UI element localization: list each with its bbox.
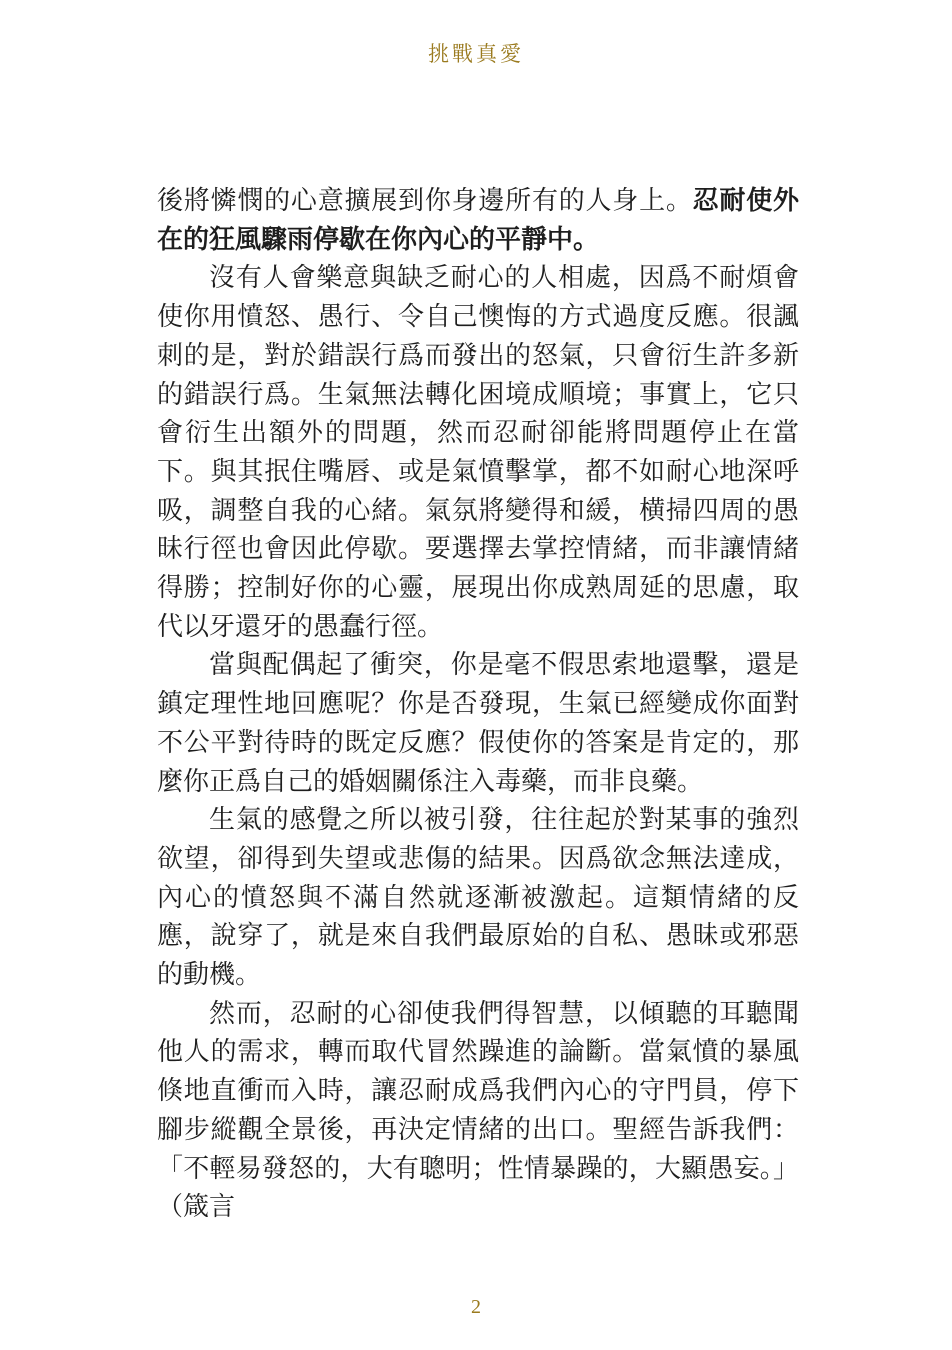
running-header-title: 挑戰真愛 (428, 42, 524, 66)
paragraph-1-emphasis: 忍耐使外在的狂風驟雨停歇在你內心的平靜中。 (157, 186, 799, 255)
paragraph-5: 然而，忍耐的心卻使我們得智慧，以傾聽的耳聽聞他人的需求，轉而取代冒然躁進的論斷。當氣憤的暴風倏地直衝而入時，讓忍耐成爲我們內心的守門員，停下腳步縱觀全景後，再決定情緒的出口。聖經告訴我們：「不輕易發怒的，大有聰明；性情暴躁的，大顯愚妄。」（箴言 (157, 998, 799, 1223)
body-text (157, 182, 799, 1227)
paragraph-1 (157, 182, 799, 259)
paragraph-3: 當與配偶起了衝突，你是毫不假思索地還擊，還是鎮定理性地回應呢？你是否發現，生氣已經變成你面對不公平對待時的既定反應？假使你的答案是肯定的，那麼你正爲自己的婚姻關係注入毒藥，而非良藥。 (157, 650, 799, 797)
page-number: 2 (471, 1296, 481, 1318)
paragraph-1-text: 後將憐憫的心意擴展到你身邊所有的人身上。 (157, 186, 693, 216)
paragraph-4: 生氣的感覺之所以被引發，往往起於對某事的強烈欲望，卻得到失望或悲傷的結果。因爲欲念無法達成，內心的憤怒與不滿自然就逐漸被激起。這類情緒的反應，說穿了，就是來自我們最原始的自私、愚昧或邪惡的動機。 (157, 805, 799, 991)
paragraph-2: 沒有人會樂意與缺乏耐心的人相處，因爲不耐煩會使你用憤怒、愚行、令自己懊悔的方式過度反應。很諷刺的是，對於錯誤行爲而發出的怒氣，只會衍生許多新的錯誤行爲。生氣無法轉化困境成順境；事實上，它只會衍生出額外的問題，然而忍耐卻能將問題停止在當下。與其抿住嘴唇、或是氣憤擊掌，都不如耐心地深呼吸，調整自我的心緒。氣氛將變得和緩，横掃四周的愚昧行徑也會因此停歇。要選擇去掌控情緒，而非讓情緒得勝；控制好你的心靈，展現出你成熟周延的思慮，取代以牙還牙的愚蠢行徑。 (157, 263, 799, 642)
